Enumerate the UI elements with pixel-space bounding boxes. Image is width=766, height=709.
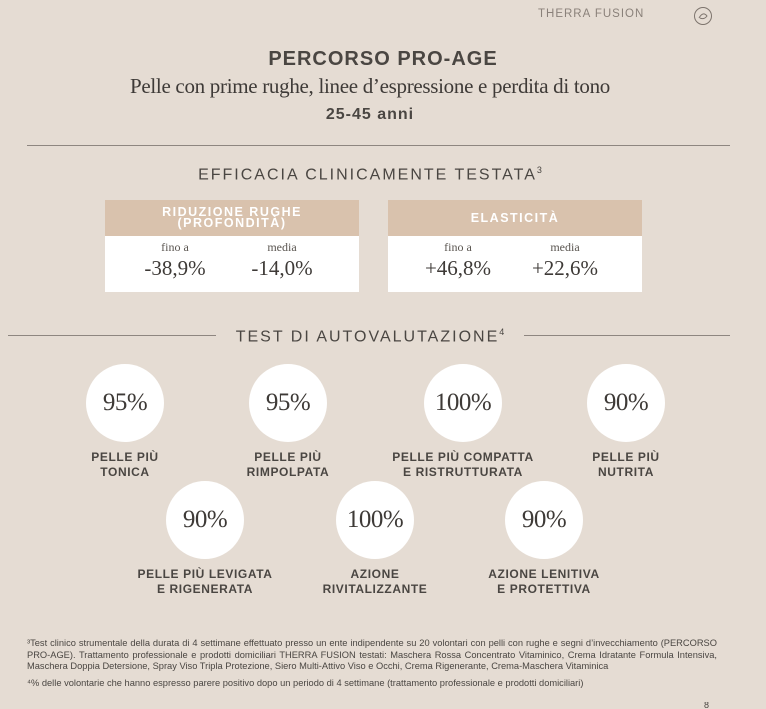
self-test-title: TEST DI AUTOVALUTAZIONE <box>235 328 500 346</box>
footnotes <box>27 638 717 689</box>
card-title-line1: ELASTICITÀ <box>470 210 560 225</box>
footnote-3: ³Test clinico strumentale della durata di 4 settimane effettuato presso un ente indipendente su 20 volontari con pelli con rughe e segni d’invecchiamento (PERCORSO PRO-AGE). Trattamento professionale e prodotti domiciliari THERRA FUSION testati: Maschera Rossa Concentrato Vitaminico, Crema Idratante Formula Intensiva, Maschera Doppia Detersione, Spray Viso Tripla Protezione, Siero Multi-Attivo Viso e Occhi, Crema Rigenerante, Crema-Maschera Vitaminica <box>27 638 717 671</box>
stat-average <box>227 240 337 281</box>
stat-label: fino a <box>161 240 189 254</box>
efficacy-title: EFFICACIA CLINICAMENTE TESTATA <box>198 166 537 184</box>
result-circle: 100% <box>336 481 414 559</box>
result-label-line2: RIVITALIZZANTE <box>322 582 428 596</box>
result-label <box>188 450 388 480</box>
result-label-line2: E RIGENERATA <box>156 582 254 596</box>
card-header <box>388 200 642 236</box>
wrinkle-reduction-card <box>105 200 359 292</box>
result-label-line1: PELLE PIÙ <box>91 450 159 464</box>
card-title-line2: (PROFONDITÀ) <box>177 216 287 230</box>
divider-top <box>27 145 730 146</box>
efficacy-heading <box>0 165 740 184</box>
result-label-line2: E PROTETTIVA <box>497 582 591 596</box>
stat-max <box>120 240 230 281</box>
page-title: PERCORSO PRO-AGE <box>268 48 498 70</box>
result-label-line2: TONICA <box>100 465 150 479</box>
brand-name: THERRA FUSION <box>538 8 645 20</box>
stat-value: +22,6% <box>531 256 599 280</box>
divider-right <box>524 335 730 336</box>
stat-average <box>510 240 620 281</box>
result-circle: 95% <box>249 364 327 442</box>
efficacy-note-mark: 3 <box>536 165 542 175</box>
result-label-line2: NUTRITA <box>598 465 654 479</box>
result-circle: 90% <box>505 481 583 559</box>
result-circle: 90% <box>166 481 244 559</box>
stat-value: -14,0% <box>251 256 313 280</box>
result-label-line1: PELLE PIÙ LEVIGATA <box>137 567 273 581</box>
result-circle: 90% <box>587 364 665 442</box>
age-range: 25-45 anni <box>325 106 415 123</box>
result-circle: 95% <box>86 364 164 442</box>
stat-max <box>403 240 513 281</box>
stat-label: media <box>550 240 580 254</box>
result-label-line1: PELLE PIÙ <box>254 450 322 464</box>
stat-label: fino a <box>444 240 472 254</box>
stat-label: media <box>267 240 297 254</box>
self-test-note-mark: 4 <box>499 327 505 337</box>
result-label-line2: E RISTRUTTURATA <box>403 465 523 479</box>
result-label-line2: RIMPOLPATA <box>246 465 330 479</box>
result-label <box>444 567 644 597</box>
elasticity-card <box>388 200 642 292</box>
result-label <box>526 450 726 480</box>
brand-logo-icon <box>694 7 712 25</box>
result-label-line1: AZIONE LENITIVA <box>488 567 600 581</box>
divider-left <box>8 335 216 336</box>
card-title-line1: RIDUZIONE RUGHE <box>162 205 302 219</box>
card-header <box>105 200 359 236</box>
page-subtitle: Pelle con prime rughe, linee d’espressione e perdita di tono <box>129 74 610 98</box>
result-label-line1: PELLE PIÙ <box>592 450 660 464</box>
result-circle: 100% <box>424 364 502 442</box>
stat-value: +46,8% <box>424 256 492 280</box>
footnote-4: ⁴% delle volontarie che hanno espresso parere positivo dopo un periodo di 4 settimane (trattamento professionale e prodotti domiciliari) <box>27 677 584 688</box>
page-number: 8 <box>704 702 710 709</box>
result-label-line1: AZIONE <box>350 567 400 581</box>
stat-value: -38,9% <box>144 256 206 280</box>
self-test-heading <box>216 327 524 346</box>
result-label-line1: PELLE PIÙ COMPATTA <box>392 450 534 464</box>
